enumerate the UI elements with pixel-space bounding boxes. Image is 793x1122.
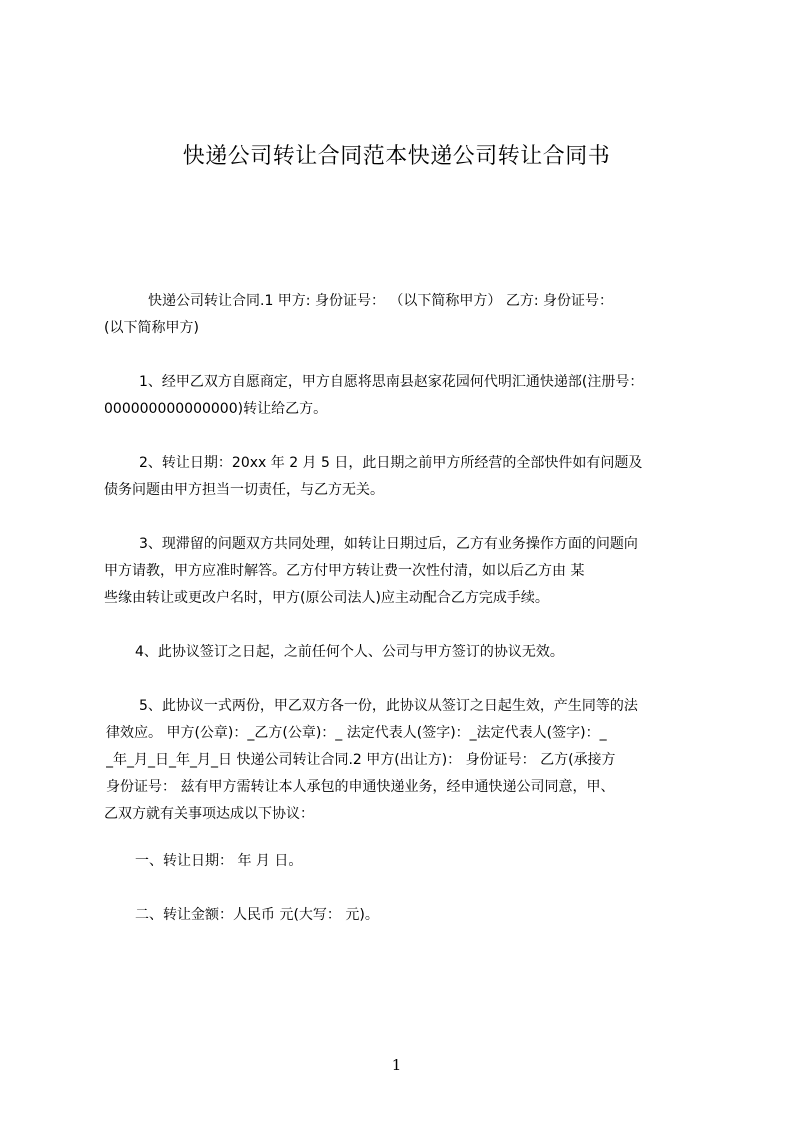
clause-1: 一、转让日期： 年 月 日。 <box>135 853 303 869</box>
item-3-line-3: 些缘由转让或更改户名时，甲方(原公司法人)应主动配合乙方完成手续。 <box>104 590 549 606</box>
item-5-line-3: _年_月_日_年_月_日 快递公司转让合同.2 甲方(出让方)： 身份证号： 乙方(承接方 <box>106 752 616 768</box>
item-5-line-1: 5、此协议一式两份，甲乙双方各一份，此协议从签订之日起生效，产生同等的法 <box>139 698 638 714</box>
document-title: 快递公司转让合同范本快递公司转让合同书 <box>182 144 611 169</box>
item-5-line-2: 律效应。 甲方(公章)：_乙方(公章)：_ 法定代表人(签字)：_法定代表人(签字)：_ <box>106 725 607 741</box>
item-2-line-2: 债务问题由甲方担当一切责任，与乙方无关。 <box>104 482 384 498</box>
item-2-line-1: 2、转让日期：20xx 年 2 月 5 日，此日期之前甲方所经营的全部快件如有问题及 <box>139 455 643 471</box>
item-1-line-2: 000000000000000)转让给乙方。 <box>104 401 328 417</box>
item-5-line-5: 乙双方就有关事项达成以下协议： <box>104 806 314 822</box>
item-1-line-1: 1、经甲乙双方自愿商定，甲方自愿将思南县赵家花园何代明汇通快递部(注册号： <box>139 374 644 390</box>
item-5-line-4: 身份证号： 兹有甲方需转让本人承包的申通快递业务，经申通快递公司同意，甲、 <box>106 779 615 795</box>
clause-2: 二、转让金额：人民币 元(大写： 元)。 <box>135 907 379 923</box>
item-4-line-1: 4、此协议签订之日起，之前任何个人、公司与甲方签订的协议无效。 <box>135 644 564 660</box>
item-3-line-1: 3、现滞留的问题双方共同处理，如转让日期过后，乙方有业务操作方面的问题向 <box>139 536 638 552</box>
page-number: 1 <box>391 1056 402 1074</box>
intro-line-1: 快递公司转让合同.1 甲方: 身份证号： （以下简称甲方） 乙方: 身份证号： <box>148 293 614 309</box>
item-3-line-2: 甲方请教，甲方应准时解答。乙方付甲方转让费一次性付清，如以后乙方由 某 <box>104 563 585 579</box>
intro-line-2: (以下简称甲方) <box>104 320 199 336</box>
